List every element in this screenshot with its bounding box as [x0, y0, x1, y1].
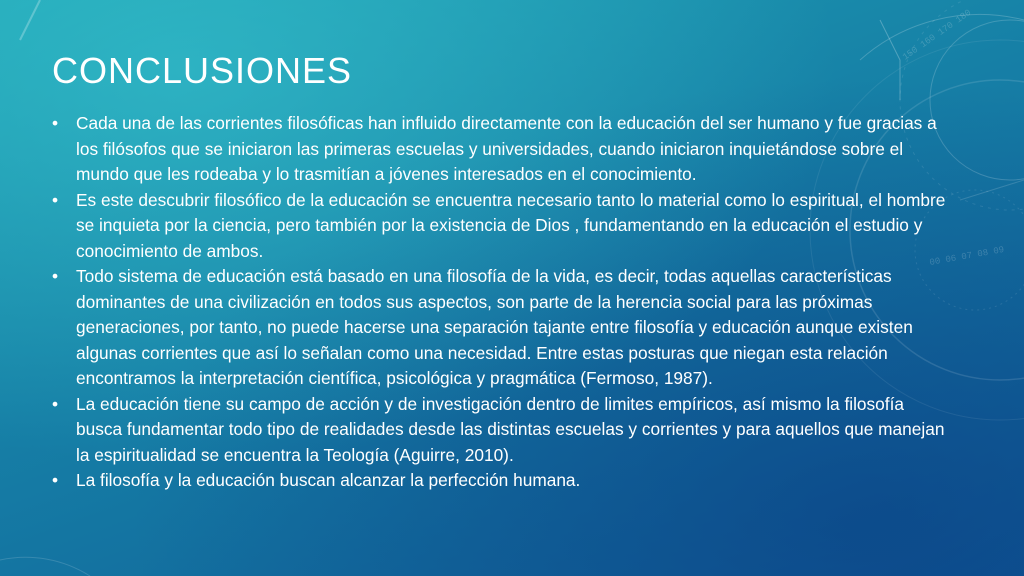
- bullet-text: La educación tiene su campo de acción y de investigación dentro de limites empíricos, así mismo la filosofía busca fundamentar todo tipo de realidades desde las distintas escuelas y corrientes y para aquellos que manejan la espiritualidad se encuentra la Teología (Aguirre, 2010).: [76, 393, 945, 465]
- bullet-text: Todo sistema de educación está basado en una filosofía de la vida, es decir, todas aquellas características dominantes de una civilización en todos sus aspectos, son parte de la herencia social para las próximas generaciones, por tanto, no puede hacerse una separación tajante entre filosofía y educación aunque existen algunas corrientes que así lo señalan como una necesidad. Entre estas posturas que niegan esta relación encontramos la interpretación científica, psicológica y pragmática (Fermoso, 1987).: [76, 266, 913, 388]
- bullet-dot: •: [52, 470, 59, 490]
- bullet-item: [52, 111, 952, 188]
- bullet-item: [52, 264, 952, 392]
- slide-title: CONCLUSIONES: [52, 50, 353, 91]
- bullet-dot: •: [52, 393, 59, 414]
- bullet-dot: •: [52, 266, 59, 286]
- bullet-item: [52, 468, 952, 494]
- svg-text:00 06 07 08 09: 00 06 07 08 09: [928, 244, 1005, 268]
- bullet-list: [52, 111, 952, 494]
- bullet-item: [52, 392, 952, 469]
- bullet-dot: •: [52, 113, 59, 133]
- bullet-text: La filosofía y la educación buscan alcanzar la perfección humana.: [76, 470, 581, 490]
- bullet-item: [52, 188, 952, 265]
- bullet-text: Cada una de las corrientes filosóficas han influido directamente con la educación del ser humano y fue gracias a los filósofos que se iniciaron las primeras escuelas y universidades, cuando iniciaron inquietándose sobre el mundo que les rodeaba y lo trasmitían a jóvenes interesados en el conocimiento.: [76, 113, 937, 184]
- bullet-text: Es este descubrir filosófico de la educación se encuentra necesario tanto lo material como lo espiritual, el hombre se inquieta por la ciencia, pero también por la existencia de Dios , fundamentando en la educación el estudio y conocimiento de ambos.: [76, 189, 946, 261]
- bullet-dot: •: [52, 189, 59, 210]
- svg-text:150 160 170 180: 150 160 170 180: [900, 7, 974, 63]
